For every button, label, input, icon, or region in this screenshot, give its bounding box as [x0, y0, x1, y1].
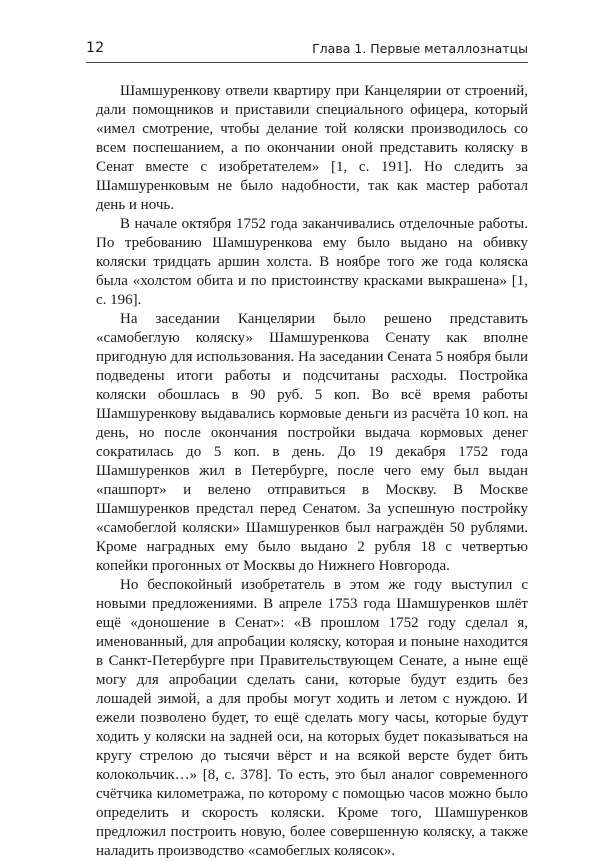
page-header: [86, 36, 528, 63]
paragraph-4: Но беспокойный изобретатель в этом же году выступил с новыми предложениями. В апреле 1753 года Шамшуренков шлёт ещё «доношение в Сенат»: «В прошлом 1752 году сделал я, именованный, для апробации коляску, которая и поныне находится в Санкт-Петербурге при Правительствующем Сенате, а ныне ещё могу для апробации сделать сани, которые будут ездить без лошадей зимой, а для пробы могут ходить и летом с нуждою. И ежели позволено будет, то ещё сделать могу часы, которые будут ходить у коляски на задней оси, на которых будет показываться на кругу стрелою до тысячи вёрст и на всякой версте будет бить колокольчик…» [8, с. 378]. То есть, это был аналог современного счётчика километража, по которому с помощью часов можно было определить и скорость коляски. Кроме того, Шамшуренков предложил построить новую, более совершенную коляску, а также наладить производство «самобеглых колясок».: [96, 577, 528, 859]
paragraph-2: В начале октября 1752 года заканчивались отделочные работы. По требованию Шамшуренкова ему было выдано на обивку коляски тридцать аршин холста. В ноябре того же года коляска была «холстом обита и по пристоинству красками выкрашена» [1, с. 196].: [96, 216, 528, 308]
page-number: 12: [86, 40, 105, 56]
body-text: [96, 82, 528, 861]
paragraph-3: На заседании Канцелярии было решено представить «самобеглую коляску» Шамшуренкова Сенату как вполне пригодную для использования. На заседании Сената 5 ноября были подведены итоги работы и подсчитаны расходы. Постройка коляски обошлась в 90 руб. 5 коп. Во всё время работы Шамшуренкову выдавались кормовые деньги из расчёта 10 коп. на день, но после окончания постройки выдача кормовых денег сократилась до 5 коп. в день. До 19 декабря 1752 года Шамшуренков жил в Петербурге, после чего ему был выдан «пашпорт» и велено отправиться в Москву. В Москве Шамшуренков предстал перед Сенатом. За успешную постройку «самобеглой коляски» Шамшуренков был награждён 50 рублями. Кроме наградных ему было выдано 2 рубля 18 с четвертью копейки прогонных от Москвы до Нижнего Новгорода.: [96, 311, 528, 574]
chapter-title: Глава 1. Первые металлознатцы: [312, 41, 528, 56]
paragraph-1: Шамшуренкову отвели квартиру при Канцелярии от строений, дали помощников и приставили специального офицера, который «имел смотрение, чтобы делание той коляски производилось со всем поспешанием, а по окончании оной представить коляску в Сенат вместе с изобретателем» [1, с. 191]. Но следить за Шамшуренковым не было надобности, так как мастер работал день и ночь.: [96, 83, 528, 213]
